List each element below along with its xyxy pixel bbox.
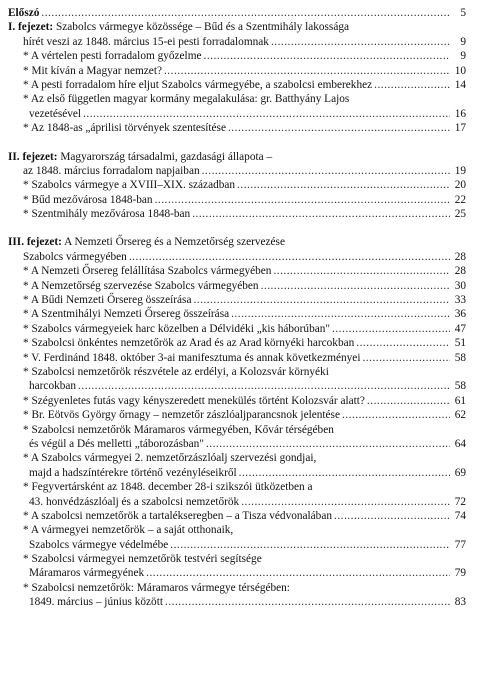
- toc-entry: [8, 523, 466, 537]
- toc-entry-label: Szabolcs vármegye védelmébe: [29, 538, 169, 551]
- toc-entry-page: 33: [454, 294, 466, 307]
- toc-entry-label: majd a hadszíntérekre történő vezényléseikről: [29, 466, 237, 479]
- toc-entry-page: 25: [454, 208, 466, 221]
- dot-leader: [206, 437, 450, 451]
- toc-entry-page: 22: [454, 193, 466, 206]
- toc-entry-page: 36: [454, 308, 466, 321]
- toc-entry: [8, 307, 466, 321]
- dot-leader: [241, 495, 450, 509]
- dot-leader: [204, 49, 451, 63]
- toc-entry-page: 47: [454, 322, 466, 335]
- toc-entry-page: 5: [460, 7, 466, 19]
- toc-entry: [8, 121, 466, 135]
- toc-entry: [8, 408, 466, 422]
- dot-leader: [231, 307, 450, 321]
- toc-entry-label: * Szentmihály mezővárosa 1848-ban: [23, 208, 191, 221]
- dot-leader: [237, 178, 450, 192]
- dot-leader: [192, 207, 450, 221]
- toc-entry: [8, 595, 466, 609]
- dot-leader: [202, 164, 450, 178]
- chapter-3-heading: [8, 235, 466, 249]
- toc-entry: [8, 365, 466, 379]
- spacer: [8, 136, 466, 150]
- dot-leader: [332, 322, 450, 336]
- toc-entry-page: 79: [454, 567, 466, 580]
- toc-entry-label: 1849. március – június között: [29, 596, 163, 609]
- dot-leader: [362, 351, 450, 365]
- toc-entry-label: * V. Ferdinánd 1848. október 3-ai manifesztuma és annak következményei: [23, 351, 361, 364]
- toc-entry-label: harcokban: [29, 380, 77, 393]
- chapter-1-heading: [8, 20, 466, 34]
- toc-entry: [8, 336, 466, 350]
- toc-entry-page: 17: [454, 122, 466, 135]
- toc-entry-page: 61: [454, 394, 466, 407]
- toc-entry-page: 74: [454, 509, 466, 522]
- dot-leader: [78, 379, 450, 393]
- toc-entry-page: 83: [454, 596, 466, 609]
- dot-leader: [165, 595, 450, 609]
- toc-entry-label: az 1848. március forradalom napjaiban: [23, 164, 200, 177]
- toc-entry: [8, 480, 466, 494]
- toc-entry-label: * A Szentmihályi Nemzeti Őrsereg összeírása: [23, 308, 230, 321]
- toc-entry: [8, 509, 466, 523]
- toc-entry: [8, 437, 466, 451]
- toc-entry-label: * A Nemzetőrség szervezése Szabolcs vármegyében: [23, 279, 259, 292]
- toc-entry-page: 64: [454, 437, 466, 450]
- toc-entry-page: 62: [454, 409, 466, 422]
- dot-leader: [146, 566, 450, 580]
- toc-entry-label: * Bűd mezővárosa 1848-ban: [23, 193, 153, 206]
- toc-entry: [8, 495, 466, 509]
- toc-entry-label: * A Nemzeti Őrsereg felállítása Szabolcs vármegyében: [23, 265, 272, 278]
- toc-entry-page: 16: [454, 107, 466, 120]
- toc-entry: [8, 394, 466, 408]
- toc-entry-label: * Az 1848-as „áprilisi törvények szentesítése: [23, 122, 226, 135]
- dot-leader: [170, 538, 450, 552]
- toc-entry-label: hírét veszi az 1848. március 15-ei pesti forradalomnak: [23, 35, 269, 48]
- chapter-3-number: III. fejezet:: [8, 236, 62, 249]
- toc-entry-page: 28: [454, 265, 466, 278]
- toc-entry-eloszo: [8, 6, 466, 20]
- dot-leader: [83, 107, 450, 121]
- toc-entry: [8, 64, 466, 78]
- chapter-1-title: Szabolcs vármegye közössége – Bűd és a Szentmihály lakossága: [55, 21, 349, 34]
- toc-entry-label: Máramaros vármegyének: [29, 567, 145, 580]
- toc-entry-label: * A vértelen pesti forradalom győzelme: [23, 50, 202, 63]
- chapter-3-title: A Nemzeti Őrsereg és a Nemzetőrség szervezése: [64, 236, 285, 249]
- toc-entry-label: * Szégyenletes futás vagy kényszeredett menekülés történt Kolozsvár alatt?: [23, 394, 365, 407]
- toc-entry-label: * Szabolcsi nemzetőrök Máramaros vármegyében, Kővár térségében: [23, 423, 334, 436]
- dot-leader: [129, 250, 450, 264]
- chapter-2-heading: [8, 150, 466, 164]
- toc-entry-page: 20: [454, 179, 466, 192]
- toc-entry-label: és végül a Dés melletti „táborozásban": [29, 437, 204, 450]
- toc-entry-label: Szabolcs vármegyében: [23, 250, 127, 263]
- toc-entry: [8, 92, 466, 106]
- toc-entry: [8, 264, 466, 278]
- dot-leader: [228, 121, 450, 135]
- dot-leader: [374, 78, 450, 92]
- toc-entry-label: * Az első független magyar kormány megalakulása: gr. Batthyány Lajos: [23, 93, 350, 106]
- toc-entry: [8, 423, 466, 437]
- toc-entry-page: 14: [454, 78, 466, 91]
- spacer: [8, 221, 466, 235]
- toc-entry-page: 9: [460, 35, 466, 48]
- toc-entry-label: 43. honvédzászlóalj és a szabolcsi nemzetőrök: [29, 495, 240, 508]
- dot-leader: [164, 64, 450, 78]
- toc-entry-page: 77: [454, 538, 466, 551]
- dot-leader: [271, 35, 450, 49]
- dot-leader: [367, 394, 450, 408]
- table-of-contents: [8, 6, 466, 610]
- chapter-2-number: II. fejezet:: [8, 150, 58, 163]
- toc-entry-label: * Szabolcs vármegye a XVIII–XIX. században: [23, 179, 236, 192]
- chapter-2-title: Magyarország társadalmi, gazdasági állapota –: [60, 150, 273, 163]
- toc-entry-label: * A Szabolcs vármegyei 2. nemzetőrzászlóalj szervezési gondjai,: [23, 452, 317, 465]
- toc-entry-label: * Fegyvertársként az 1848. december 28-i szikszói ütközetben a: [23, 481, 313, 494]
- toc-entry: [8, 49, 466, 63]
- toc-entry-label: * Br. Eötvös György őrnagy – nemzetőr zászlóaljparancsnok jelentése: [23, 409, 340, 422]
- toc-entry: [8, 552, 466, 566]
- toc-entry-label: * A szabolcsi nemzetőrök a tartalékseregben – a Tisza védvonalában: [23, 509, 332, 522]
- toc-entry: [8, 581, 466, 595]
- dot-leader: [342, 408, 450, 422]
- toc-entry: [8, 207, 466, 221]
- dot-leader: [273, 264, 450, 278]
- toc-entry-page: 19: [454, 164, 466, 177]
- toc-entry-page: 51: [454, 337, 466, 350]
- toc-entry-label: * A Bűdi Nemzeti Őrsereg összeírása: [23, 294, 192, 307]
- toc-entry-label: * Szabolcsi önkéntes nemzetőrök az Arad és az Arad környéki harcokban: [23, 337, 355, 350]
- toc-entry: [8, 566, 466, 580]
- toc-entry-label: Előszó: [8, 7, 40, 19]
- dot-leader: [193, 293, 450, 307]
- toc-entry-page: 30: [454, 279, 466, 292]
- toc-entry-page: 28: [454, 250, 466, 263]
- chapter-1-heading-cont: [8, 35, 466, 49]
- toc-entry: [8, 466, 466, 480]
- toc-entry-page: 69: [454, 466, 466, 479]
- dot-leader: [155, 193, 450, 207]
- chapter-3-items: [8, 264, 466, 609]
- toc-entry: [8, 279, 466, 293]
- toc-entry: [8, 379, 466, 393]
- chapter-3-heading-cont: [8, 250, 466, 264]
- toc-entry: [8, 107, 466, 121]
- toc-entry-page: 10: [454, 64, 466, 77]
- toc-entry-label: * Szabolcsi vármegyei nemzetőrök testvéri segítsége: [23, 553, 262, 566]
- toc-entry-page: 9: [460, 50, 466, 63]
- toc-entry-label: * Szabolcsi nemzetőrök részvétele az erdélyi, a Kolozsvár környéki: [23, 365, 329, 378]
- toc-entry-label: * Szabolcs vármegyeiek harc közelben a Délvidéki „kis háborúban": [23, 322, 331, 335]
- toc-entry-label: * A vármegyei nemzetőrök – a saját otthonaik,: [23, 524, 234, 537]
- toc-entry: [8, 538, 466, 552]
- toc-entry: [8, 193, 466, 207]
- toc-entry-page: 58: [454, 351, 466, 364]
- chapter-1-number: I. fejezet:: [8, 21, 54, 34]
- dot-leader: [41, 6, 450, 20]
- dot-leader: [356, 336, 450, 350]
- chapter-1-items: [8, 49, 466, 135]
- toc-entry-label: * A pesti forradalom híre eljut Szabolcs vármegyébe, a szabolcsi emberekhez: [23, 78, 373, 91]
- toc-entry: [8, 293, 466, 307]
- toc-entry-page: 72: [454, 495, 466, 508]
- toc-entry: [8, 451, 466, 465]
- dot-leader: [334, 509, 450, 523]
- toc-entry-page: 58: [454, 380, 466, 393]
- toc-entry-label: * Mit kíván a Magyar nemzet?: [23, 64, 162, 77]
- dot-leader: [261, 279, 450, 293]
- toc-entry: [8, 322, 466, 336]
- toc-entry: [8, 351, 466, 365]
- chapter-2-heading-cont: [8, 164, 466, 178]
- toc-entry-label: vezetésével: [29, 107, 82, 120]
- chapter-2-items: [8, 178, 466, 221]
- toc-entry: [8, 78, 466, 92]
- toc-entry-label: * Szabolcsi nemzetőrök: Máramaros vármegye térségében:: [23, 581, 290, 594]
- toc-entry: [8, 178, 466, 192]
- dot-leader: [239, 466, 450, 480]
